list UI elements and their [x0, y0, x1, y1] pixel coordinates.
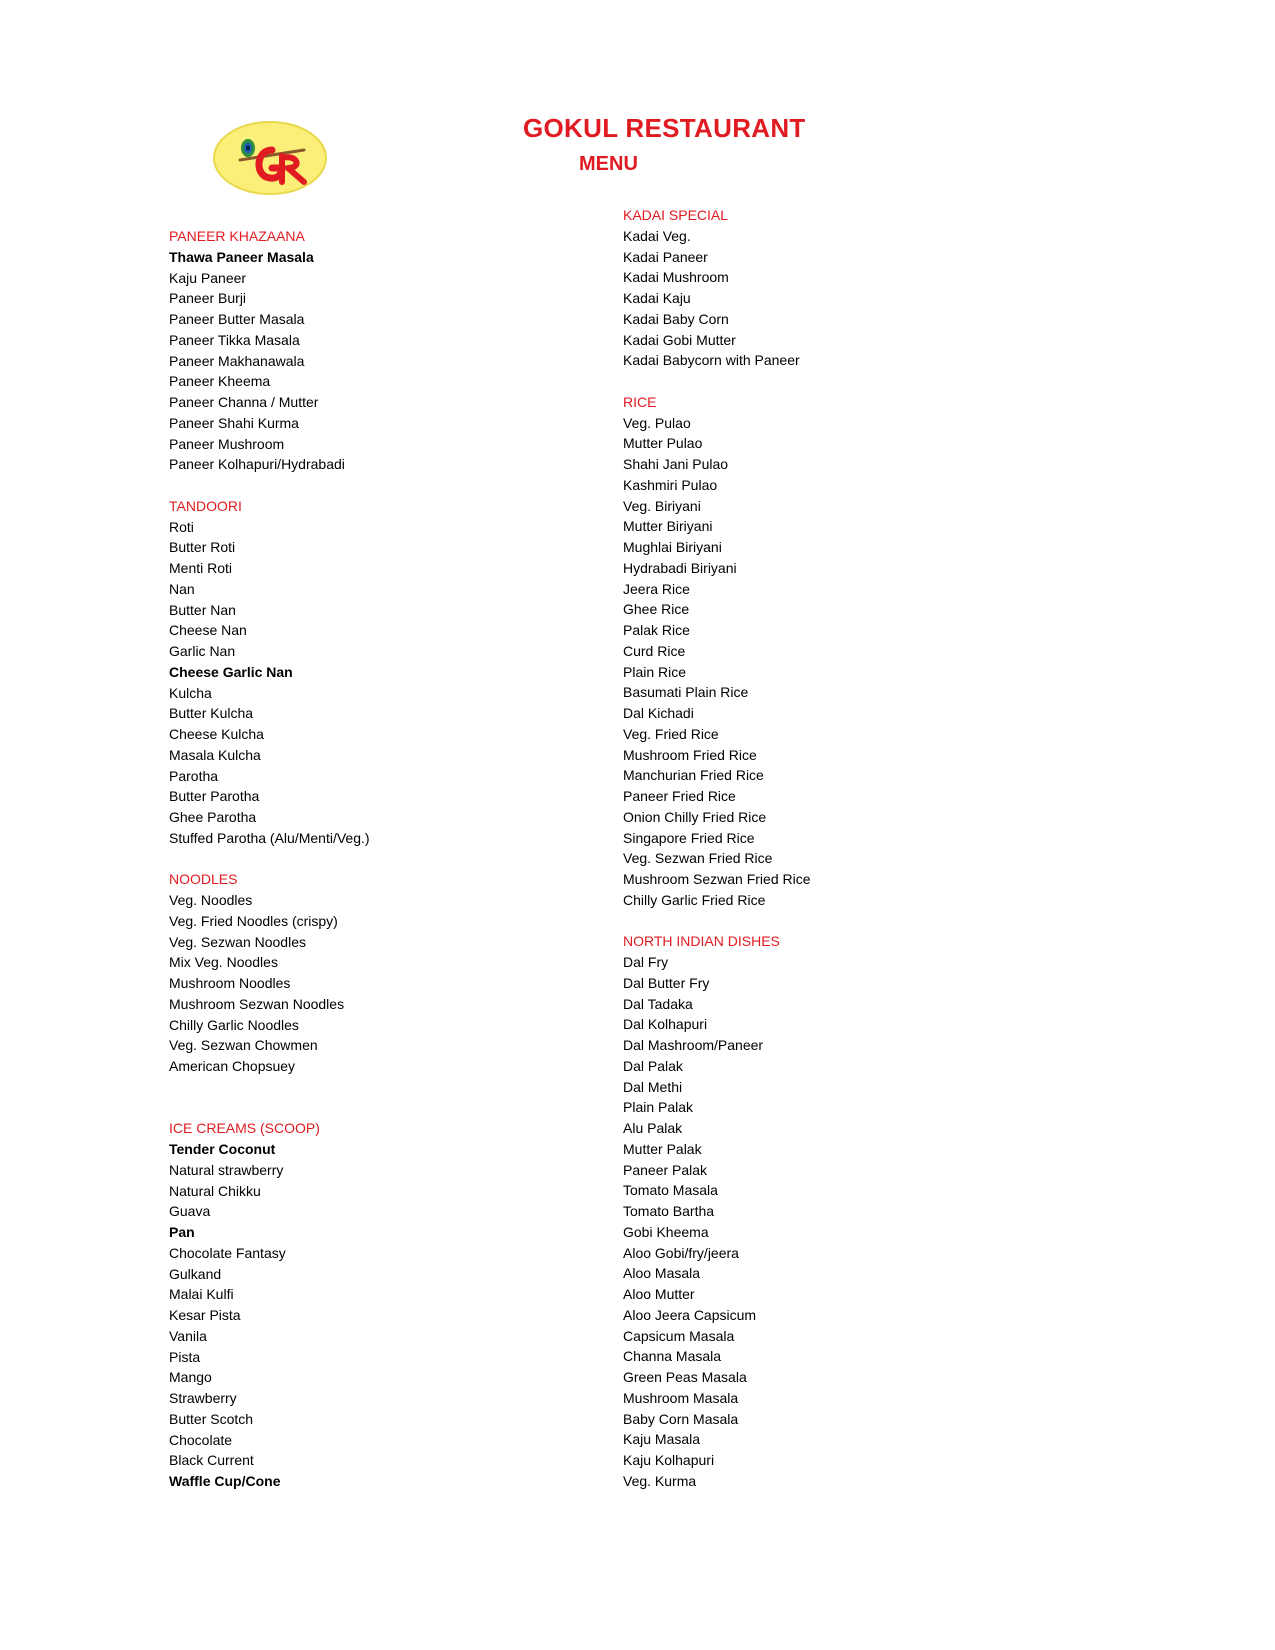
menu-item: Vanila — [169, 1327, 207, 1344]
menu-item: Basumati Plain Rice — [623, 684, 749, 701]
menu-item: Black Current — [169, 1452, 254, 1469]
menu-item: Kaju Paneer — [169, 269, 247, 286]
menu-item: Guava — [169, 1203, 211, 1220]
menu-item: Butter Nan — [169, 601, 236, 618]
menu-item: Onion Chilly Fried Rice — [623, 808, 767, 825]
page-subtitle: MENU — [579, 153, 638, 175]
menu-item: Butter Parotha — [169, 788, 260, 805]
menu-item: Paneer Kolhapuri/Hydrabadi — [169, 456, 345, 473]
section-title: ICE CREAMS (SCOOP) — [169, 1120, 320, 1137]
menu-item: Paneer Fried Rice — [623, 788, 736, 804]
menu-item: Kashmiri Pulao — [623, 476, 718, 493]
menu-item: Menti Roti — [169, 560, 233, 576]
menu-item: Paneer Makhanawala — [169, 352, 305, 369]
menu-item: Jeera Rice — [623, 580, 690, 597]
menu-item: Paneer Kheema — [169, 373, 271, 390]
menu-item: Plain Palak — [623, 1099, 694, 1116]
menu-item: Mughlai Biriyani — [623, 539, 722, 555]
menu-item: Alu Palak — [623, 1120, 683, 1136]
menu-item: Natural strawberry — [169, 1161, 284, 1178]
menu-column-left — [169, 226, 609, 1492]
menu-item: Ghee Rice — [623, 601, 690, 618]
menu-item: Paneer Butter Masala — [169, 311, 305, 327]
logo-graphic — [212, 120, 328, 196]
menu-item: Dal Tadaka — [623, 995, 693, 1012]
menu-item: Mushroom Fried Rice — [623, 746, 757, 763]
section-spacer — [169, 1077, 609, 1098]
menu-item: Manchurian Fried Rice — [623, 767, 764, 784]
menu-item: Butter Roti — [169, 539, 236, 556]
menu-item: Kadai Babycorn with Paneer — [623, 352, 800, 369]
menu-item: Shahi Jani Pulao — [623, 456, 729, 472]
menu-item: Stuffed Parotha (Alu/Menti/Veg.) — [169, 829, 370, 846]
menu-item: Singapore Fried Rice — [623, 829, 755, 846]
menu-item: Aloo Gobi/fry/jeera — [623, 1244, 739, 1261]
menu-item: Baby Corn Masala — [623, 1410, 739, 1427]
menu-item: Parotha — [169, 767, 219, 784]
menu-item: Palak Rice — [623, 622, 690, 638]
menu-item: Kadai Paneer — [623, 248, 708, 265]
menu-item: Kaju Kolhapuri — [623, 1452, 715, 1468]
menu-item: Dal Kichadi — [623, 705, 694, 721]
menu-item: American Chopsuey — [169, 1058, 296, 1074]
menu-item: Mix Veg. Noodles — [169, 954, 278, 971]
menu-section-kadai-special — [623, 205, 1063, 392]
menu-item: Aloo Masala — [623, 1265, 701, 1282]
menu-item: Aloo Mutter — [623, 1286, 695, 1302]
menu-item: Mutter Palak — [623, 1140, 702, 1157]
menu-item: Gulkand — [169, 1265, 222, 1282]
menu-item: Chocolate Fantasy — [169, 1244, 286, 1261]
menu-item: Mushroom Sezwan Fried Rice — [623, 871, 811, 887]
menu-item: Masala Kulcha — [169, 746, 261, 763]
menu-item: Mutter Pulao — [623, 435, 703, 452]
menu-item: Kadai Mushroom — [623, 269, 729, 286]
section-spacer — [169, 1098, 609, 1119]
menu-item: Dal Kolhapuri — [623, 1016, 708, 1033]
menu-item: Chilly Garlic Noodles — [169, 1016, 299, 1033]
menu-item: Natural Chikku — [169, 1182, 261, 1199]
menu-item: Dal Butter Fry — [623, 974, 710, 991]
menu-item: Kaju Masala — [623, 1431, 701, 1448]
menu-column-right — [623, 205, 1063, 1492]
menu-item: Thawa Paneer Masala — [169, 248, 314, 265]
section-spacer — [623, 911, 1063, 932]
menu-section-paneer-khazaana — [169, 226, 609, 496]
menu-item: Malai Kulfi — [169, 1286, 234, 1303]
menu-item: Mutter Biriyani — [623, 518, 713, 535]
menu-item: Paneer Burji — [169, 290, 247, 307]
menu-item: Veg. Noodles — [169, 892, 253, 908]
menu-item: Pan — [169, 1224, 195, 1240]
menu-item: Green Peas Masala — [623, 1369, 747, 1385]
menu-item: Paneer Tikka Masala — [169, 331, 300, 348]
menu-item: Veg. Sezwan Noodles — [169, 933, 306, 950]
menu-section-north-indian-dishes — [623, 931, 1063, 1491]
menu-section-noodles — [169, 869, 609, 1118]
menu-item: Tomato Bartha — [623, 1203, 715, 1219]
section-title: NORTH INDIAN DISHES — [623, 933, 780, 950]
section-title: TANDOORI — [169, 497, 242, 514]
menu-item: Paneer Channa / Mutter — [169, 394, 319, 410]
menu-item: Mango — [169, 1369, 212, 1386]
menu-item: Kadai Kaju — [623, 290, 691, 306]
menu-item: Garlic Nan — [169, 643, 236, 659]
menu-item: Paneer Palak — [623, 1161, 708, 1178]
menu-item: Plain Rice — [623, 663, 687, 680]
menu-item: Kadai Veg. — [623, 227, 691, 244]
section-title: PANEER KHAZAANA — [169, 228, 305, 244]
menu-item: Dal Methi — [623, 1078, 683, 1095]
menu-item: Waffle Cup/Cone — [169, 1473, 281, 1489]
menu-item: Hydrabadi Biriyani — [623, 559, 737, 576]
menu-item: Curd Rice — [623, 642, 686, 659]
menu-item: Tender Coconut — [169, 1141, 276, 1157]
menu-item: Strawberry — [169, 1390, 237, 1406]
menu-item: Veg. Fried Rice — [623, 725, 719, 742]
section-title: KADAI SPECIAL — [623, 207, 729, 223]
section-title: RICE — [623, 393, 657, 410]
menu-item: Nan — [169, 580, 195, 597]
menu-item: Mushroom Sezwan Noodles — [169, 995, 345, 1012]
menu-item: Kesar Pista — [169, 1307, 241, 1323]
menu-item: Roti — [169, 518, 194, 535]
menu-item: Veg. Sezwan Chowmen — [169, 1037, 318, 1054]
menu-item: Kadai Gobi Mutter — [623, 331, 736, 348]
menu-item: Channa Masala — [623, 1348, 722, 1365]
menu-item: Butter Scotch — [169, 1410, 254, 1427]
restaurant-logo — [212, 120, 328, 196]
menu-item: Paneer Shahi Kurma — [169, 414, 299, 431]
menu-section-rice — [623, 392, 1063, 932]
section-spacer — [169, 475, 609, 496]
menu-section-tandoori — [169, 496, 609, 870]
menu-item: Kadai Baby Corn — [623, 310, 729, 327]
menu-item: Pista — [169, 1348, 201, 1365]
menu-item: Gobi Kheema — [623, 1223, 709, 1240]
menu-item: Veg. Fried Noodles (crispy) — [169, 912, 338, 929]
menu-item: Ghee Parotha — [169, 809, 257, 825]
menu-item: Chilly Garlic Fried Rice — [623, 891, 766, 908]
menu-item: Kulcha — [169, 684, 212, 701]
menu-item: Aloo Jeera Capsicum — [623, 1306, 757, 1323]
section-spacer — [169, 849, 609, 870]
menu-item: Chocolate — [169, 1431, 233, 1448]
page-title: GOKUL RESTAURANT — [523, 113, 806, 143]
section-title: NOODLES — [169, 871, 238, 888]
menu-item: Veg. Kurma — [623, 1472, 697, 1489]
menu-item: Paneer Mushroom — [169, 435, 285, 452]
menu-item: Mushroom Masala — [623, 1389, 739, 1406]
menu-item: Veg. Pulao — [623, 414, 691, 431]
menu-item: Veg. Biriyani — [623, 497, 701, 514]
menu-item: Tomato Masala — [623, 1182, 718, 1199]
menu-item: Cheese Garlic Nan — [169, 663, 293, 680]
menu-item: Dal Fry — [623, 954, 669, 970]
section-spacer — [623, 371, 1063, 392]
menu-section-ice-creams-scoop — [169, 1118, 609, 1492]
menu-item: Veg. Sezwan Fried Rice — [623, 850, 773, 867]
menu-item: Mushroom Noodles — [169, 975, 291, 991]
menu-item: Dal Palak — [623, 1057, 683, 1074]
menu-item: Dal Mashroom/Paneer — [623, 1037, 764, 1053]
menu-item: Cheese Kulcha — [169, 726, 264, 742]
menu-item: Capsicum Masala — [623, 1327, 735, 1344]
menu-item: Butter Kulcha — [169, 705, 254, 722]
menu-item: Cheese Nan — [169, 622, 247, 639]
